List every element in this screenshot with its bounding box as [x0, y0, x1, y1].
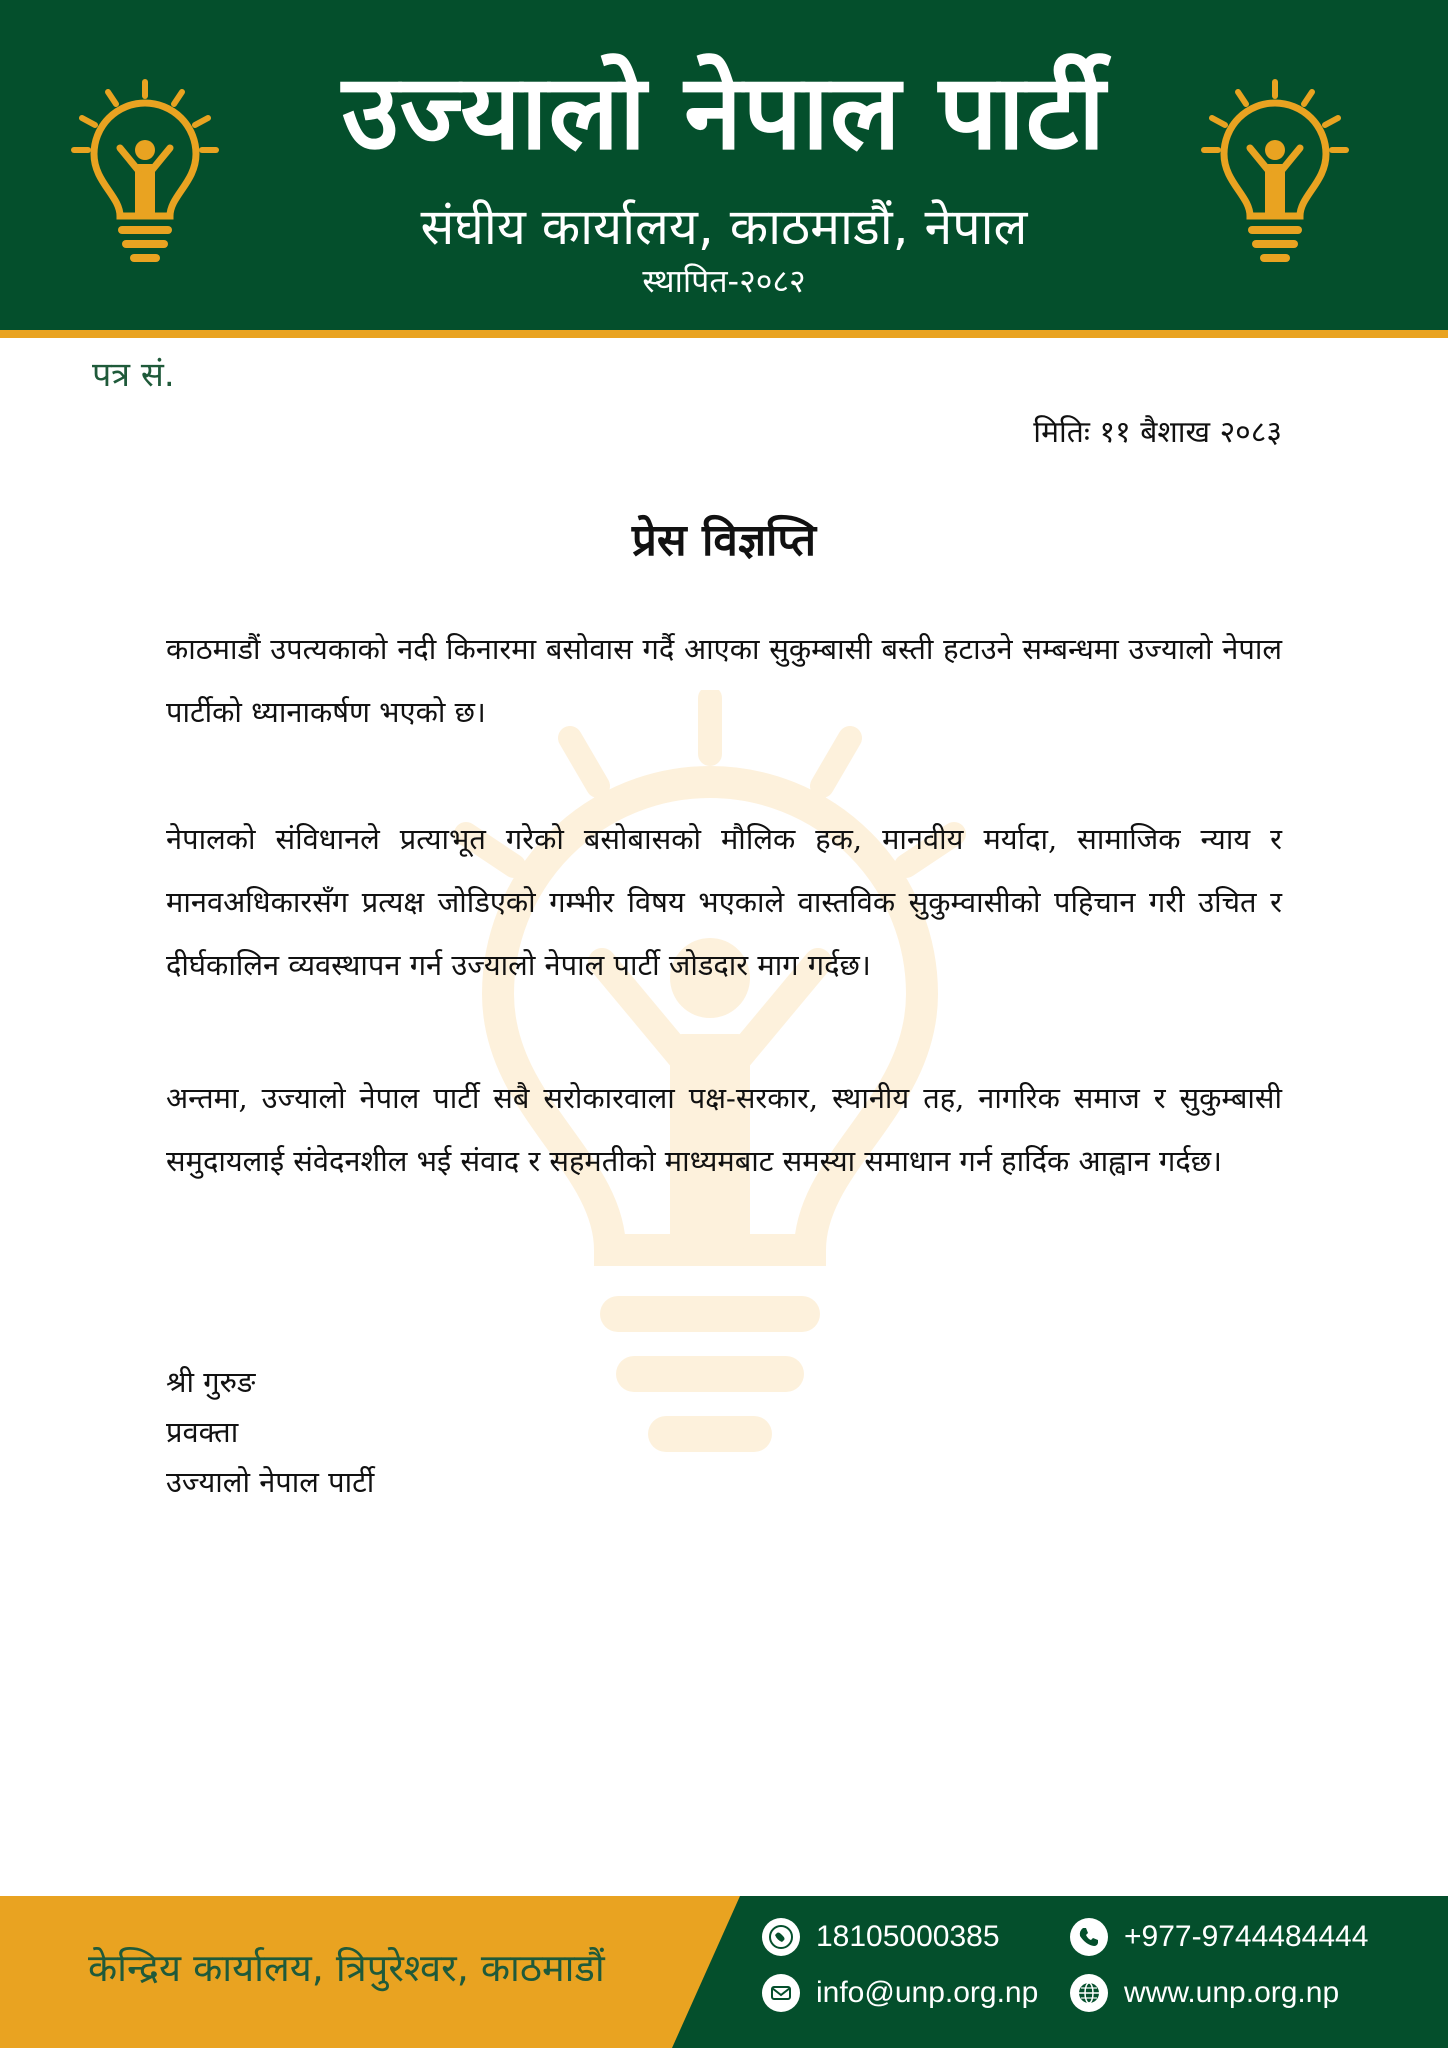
- signatory-role: प्रवक्ता: [166, 1415, 239, 1449]
- contact-email: [762, 1974, 1038, 2012]
- header-stripe: [0, 330, 1448, 338]
- email-address[interactable]: info@unp.org.np: [816, 1976, 1039, 2009]
- signatory-organization: उज्यालो नेपाल पार्टी: [166, 1465, 375, 1499]
- phone-number[interactable]: +977-9744484444: [1124, 1920, 1369, 1953]
- letter-number-label: पत्र सं.: [92, 355, 175, 395]
- toll-free-number: 18105000385: [816, 1920, 1000, 1953]
- phone-icon: [1070, 1918, 1108, 1956]
- footer-address: केन्द्रिय कार्यालय, त्रिपुरेश्वर, काठमाडौं: [88, 1946, 605, 1990]
- document-title: प्रेस विज्ञप्ति: [631, 515, 817, 566]
- signatory-name: श्री गुरुङ: [166, 1365, 256, 1399]
- email-icon: [762, 1974, 800, 2012]
- contact-phone: [1070, 1918, 1368, 1956]
- established-year: स्थापित-२०८२: [642, 262, 806, 300]
- globe-icon: [1070, 1974, 1108, 2012]
- contact-toll-free: [762, 1918, 1000, 1956]
- body-paragraph-2: नेपालको संविधानले प्रत्याभूत गरेको बसोबासको मौलिक हक, मानवीय मर्यादा, सामाजिक न्याय र मानवअधिकारसँग प्रत्यक्ष जोडिएको गम्भीर विषय भएकाले वास्तविक सुकुम्वासीको पहिचान गरी उचित र दीर्घकालिन व्यवस्थापन गर्न उज्यालो नेपाल पार्टी जोडदार माग गर्दछ।: [166, 822, 1282, 982]
- organization-name: उज्यालो नेपाल पार्टी: [341, 51, 1107, 173]
- website-url[interactable]: www.unp.org.np: [1124, 1976, 1340, 2009]
- toll-free-icon: [762, 1918, 800, 1956]
- body-paragraph-3: अन्तमा, उज्यालो नेपाल पार्टी सबै सरोकारवाला पक्ष-सरकार, स्थानीय तह, नागरिक समाज र सुकुम्बासी समुदायलाई संवेदनशील भई संवाद र सहमतीको माध्यमबाट समस्या समाधान गर्न हार्दिक आह्वान गर्दछ।: [166, 1081, 1282, 1178]
- signature-block: [166, 1357, 374, 1507]
- office-location: संघीय कार्यालय, काठमाडौं, नेपाल: [420, 198, 1028, 256]
- body-paragraph-1: काठमाडौं उपत्यकाको नदी किनारमा बसोवास गर्दै आएका सुकुम्बासी बस्ती हटाउने सम्बन्धमा उज्यालो नेपाल पार्टीको ध्यानाकर्षण भएको छ।: [166, 632, 1282, 729]
- letter-date: मितिः ११ बैशाख २०८३: [1033, 415, 1282, 450]
- contact-website: [1070, 1974, 1339, 2012]
